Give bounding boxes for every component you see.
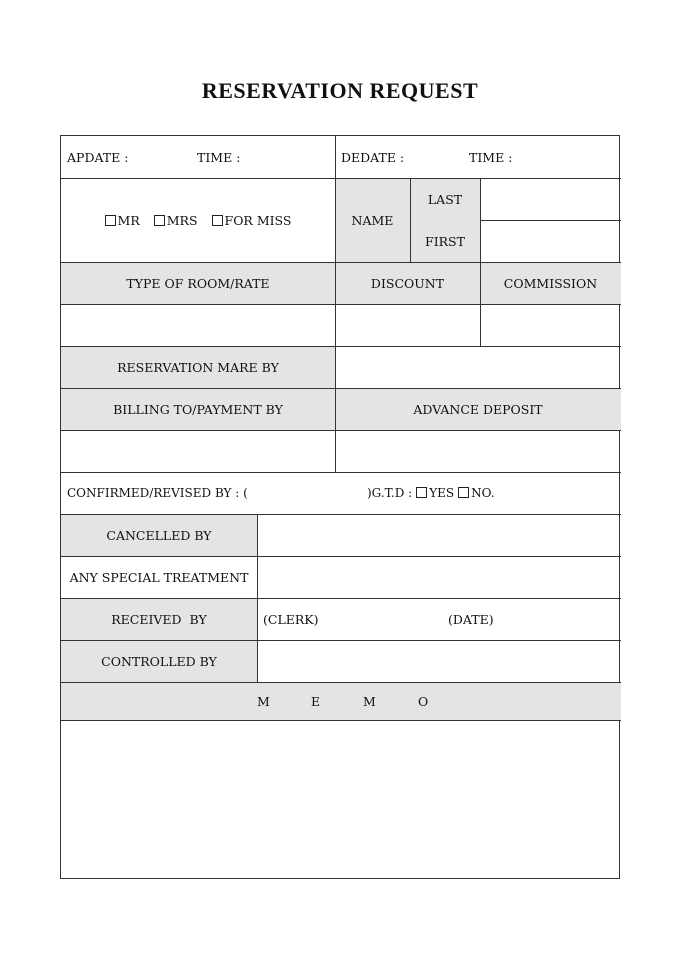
last-name-field[interactable]	[480, 178, 621, 220]
checkbox-icon	[416, 487, 427, 498]
mr-checkbox[interactable]: MR	[105, 213, 140, 228]
memo-letter-o: O	[418, 693, 429, 709]
memo-letter-m2: M	[363, 693, 376, 709]
memo-header-shade	[61, 682, 621, 720]
received-by-label: RECEIVED BY	[111, 611, 207, 627]
first-name-field[interactable]	[480, 220, 621, 262]
for-miss-checkbox[interactable]: FOR MISS	[212, 213, 292, 228]
memo-letter-m: M	[257, 693, 270, 709]
time-label-departure: TIME :	[469, 149, 513, 165]
room-rate-header: TYPE OF ROOM/RATE	[126, 275, 270, 291]
gtd-label: )G.T.D :	[367, 486, 413, 500]
controlled-by-label: CONTROLLED BY	[101, 653, 217, 669]
page-title: RESERVATION REQUEST	[201, 78, 479, 103]
reservation-made-by-field[interactable]	[335, 346, 621, 388]
clerk-label: (CLERK)	[263, 611, 319, 627]
gtd-options	[367, 472, 617, 514]
checkbox-icon	[458, 487, 469, 498]
advance-deposit-field[interactable]	[335, 430, 621, 472]
name-label: NAME	[351, 212, 394, 228]
reservation-made-by-label: RESERVATION MARE BY	[117, 359, 279, 375]
confirmed-revised-label: CONFIRMED/REVISED BY : (	[67, 486, 248, 500]
commission-field[interactable]	[480, 304, 621, 346]
mrs-checkbox[interactable]: MRS	[154, 213, 198, 228]
dedate-label: DEDATE :	[341, 149, 405, 165]
special-treatment-label: ANY SPECIAL TREATMENT	[69, 569, 249, 585]
date-label: (DATE)	[448, 611, 494, 627]
commission-header: COMMISSION	[503, 275, 598, 291]
advance-deposit-label: ADVANCE DEPOSIT	[413, 401, 543, 417]
special-treatment-field[interactable]	[257, 556, 621, 598]
memo-letter-e: E	[311, 693, 321, 709]
memo-field[interactable]	[61, 720, 621, 878]
checkbox-icon	[154, 215, 165, 226]
room-rate-field[interactable]	[61, 304, 335, 346]
cancelled-by-field[interactable]	[257, 514, 621, 556]
no-checkbox[interactable]: NO.	[458, 486, 494, 500]
apdate-label: APDATE :	[67, 149, 129, 165]
checkbox-icon	[105, 215, 116, 226]
checkbox-icon	[212, 215, 223, 226]
time-label-arrival: TIME :	[197, 149, 241, 165]
first-name-label: FIRST	[425, 233, 465, 249]
salutation-options	[61, 178, 335, 262]
controlled-by-field[interactable]	[257, 640, 621, 682]
billing-to-label: BILLING TO/PAYMENT BY	[113, 401, 283, 417]
yes-checkbox[interactable]: YES	[416, 486, 454, 500]
last-name-label: LAST	[427, 191, 463, 207]
reservation-form	[60, 135, 620, 879]
cancelled-by-label: CANCELLED BY	[106, 527, 212, 543]
discount-field[interactable]	[335, 304, 480, 346]
discount-header: DISCOUNT	[370, 275, 445, 291]
billing-to-field[interactable]	[61, 430, 335, 472]
